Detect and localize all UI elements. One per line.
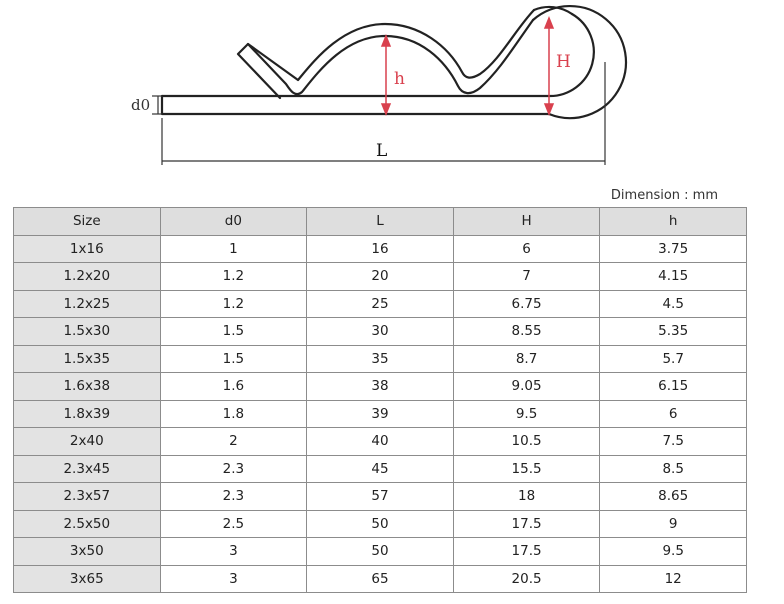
cell-d0: 2 xyxy=(160,428,307,456)
spec-table xyxy=(13,207,747,593)
cell-d0: 2.3 xyxy=(160,455,307,483)
table-row xyxy=(14,345,747,373)
cell-height-H: 17.5 xyxy=(453,538,600,566)
d0-label: d0 xyxy=(131,96,151,114)
cell-length: 50 xyxy=(307,538,454,566)
cell-height-h: 9.5 xyxy=(600,538,747,566)
cell-height-h: 4.5 xyxy=(600,290,747,318)
cell-d0: 2.5 xyxy=(160,510,307,538)
cell-height-H: 15.5 xyxy=(453,455,600,483)
column-header-height-h: h xyxy=(600,208,747,236)
cell-d0: 1 xyxy=(160,235,307,263)
cell-height-h: 12 xyxy=(600,565,747,593)
cell-height-H: 17.5 xyxy=(453,510,600,538)
cell-length: 16 xyxy=(307,235,454,263)
cell-d0: 1.2 xyxy=(160,263,307,291)
cell-height-h: 9 xyxy=(600,510,747,538)
cell-height-H: 18 xyxy=(453,483,600,511)
cell-height-h: 5.7 xyxy=(600,345,747,373)
cell-height-H: 20.5 xyxy=(453,565,600,593)
height-dimension-lines xyxy=(382,18,553,114)
cell-length: 65 xyxy=(307,565,454,593)
cell-size: 1.2x20 xyxy=(14,263,161,291)
cell-size: 2.3x45 xyxy=(14,455,161,483)
spec-table-header xyxy=(14,208,747,236)
header-row xyxy=(14,208,747,236)
length-label: L xyxy=(376,141,388,161)
cell-height-h: 8.65 xyxy=(600,483,747,511)
cell-d0: 3 xyxy=(160,565,307,593)
column-header-size: Size xyxy=(14,208,161,236)
cell-height-H: 8.7 xyxy=(453,345,600,373)
cell-size: 2.5x50 xyxy=(14,510,161,538)
table-row xyxy=(14,565,747,593)
cell-length: 39 xyxy=(307,400,454,428)
cell-length: 45 xyxy=(307,455,454,483)
spec-table-body xyxy=(14,235,747,593)
table-row xyxy=(14,290,747,318)
cell-length: 25 xyxy=(307,290,454,318)
cell-height-H: 10.5 xyxy=(453,428,600,456)
cell-height-H: 9.05 xyxy=(453,373,600,401)
cell-size: 1.6x38 xyxy=(14,373,161,401)
cell-d0: 1.2 xyxy=(160,290,307,318)
cell-length: 20 xyxy=(307,263,454,291)
cell-size: 1.5x35 xyxy=(14,345,161,373)
table-row xyxy=(14,455,747,483)
table-row xyxy=(14,318,747,346)
cell-length: 40 xyxy=(307,428,454,456)
table-row xyxy=(14,263,747,291)
cell-size: 1.5x30 xyxy=(14,318,161,346)
cell-size: 3x50 xyxy=(14,538,161,566)
table-row xyxy=(14,373,747,401)
table-row xyxy=(14,400,747,428)
cell-height-H: 6 xyxy=(453,235,600,263)
cell-length: 35 xyxy=(307,345,454,373)
table-row xyxy=(14,510,747,538)
height-h-label: h xyxy=(394,69,405,89)
cell-size: 1.8x39 xyxy=(14,400,161,428)
cell-height-h: 4.15 xyxy=(600,263,747,291)
cell-size: 3x65 xyxy=(14,565,161,593)
cell-height-h: 7.5 xyxy=(600,428,747,456)
cell-d0: 3 xyxy=(160,538,307,566)
cell-height-H: 7 xyxy=(453,263,600,291)
cell-length: 30 xyxy=(307,318,454,346)
table-row xyxy=(14,483,747,511)
table-row xyxy=(14,428,747,456)
height-H-label: H xyxy=(556,52,571,72)
cell-height-h: 8.5 xyxy=(600,455,747,483)
cell-d0: 1.6 xyxy=(160,373,307,401)
column-header-d0: d0 xyxy=(160,208,307,236)
cell-height-h: 3.75 xyxy=(600,235,747,263)
cell-d0: 1.5 xyxy=(160,318,307,346)
table-row xyxy=(14,538,747,566)
cell-length: 50 xyxy=(307,510,454,538)
cell-height-h: 6 xyxy=(600,400,747,428)
cell-d0: 2.3 xyxy=(160,483,307,511)
cell-size: 1.2x25 xyxy=(14,290,161,318)
table-row xyxy=(14,235,747,263)
cell-length: 57 xyxy=(307,483,454,511)
cell-height-H: 8.55 xyxy=(453,318,600,346)
cell-d0: 1.8 xyxy=(160,400,307,428)
cell-size: 2.3x57 xyxy=(14,483,161,511)
cell-d0: 1.5 xyxy=(160,345,307,373)
cell-size: 1x16 xyxy=(14,235,161,263)
cell-height-H: 9.5 xyxy=(453,400,600,428)
unit-note: Dimension : mm xyxy=(610,188,718,203)
cell-height-h: 5.35 xyxy=(600,318,747,346)
cell-length: 38 xyxy=(307,373,454,401)
cell-height-h: 6.15 xyxy=(600,373,747,401)
column-header-length: L xyxy=(307,208,454,236)
cell-height-H: 6.75 xyxy=(453,290,600,318)
cell-size: 2x40 xyxy=(14,428,161,456)
r-clip-diagram xyxy=(0,0,784,180)
column-header-height-H: H xyxy=(453,208,600,236)
